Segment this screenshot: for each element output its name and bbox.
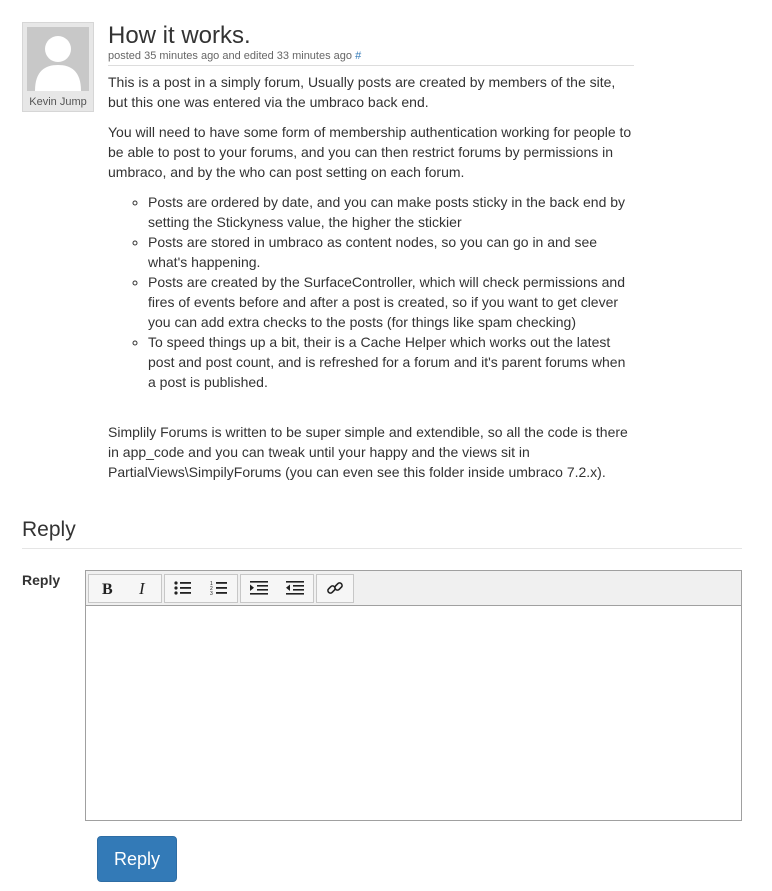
author-card [22,22,94,112]
spacer [108,402,634,422]
post-timestamp: posted 35 minutes ago and edited 33 minutes ago [108,50,353,62]
post-closing-paragraph: Simplily Forums is written to be super simple and extendible, so all the code is there in app_code and you can tweak until your happy and the views sit in PartialViews\SimpilyForums (you can even see this folder inside umbraco 7.2.x). [108,424,628,480]
reply-editor [85,570,742,821]
indent-button[interactable] [241,575,277,602]
list-item: ◦ To speed things up a bit, their is a Cache Helper which works out the latest post and post count, and is refreshed for a forum and it's parent forums when a post is published. [148,332,634,392]
bullet-list-button[interactable] [165,575,201,602]
author-name: Kevin Jump [29,96,87,108]
reply-heading: Reply [22,518,742,549]
svg-text:B: B [102,581,113,596]
toolbar-group-lists [164,574,238,603]
bold-icon [99,580,115,596]
italic-icon [135,580,151,596]
indent-icon [250,580,268,596]
italic-button[interactable] [125,575,161,602]
list-item: ◦ Posts are ordered by date, and you can make posts sticky in the back end by setting the Stickyness value, the higher the stickier [148,192,634,232]
link-button[interactable] [317,575,353,602]
post-meta [108,49,634,66]
reply-field-label: Reply [22,572,61,588]
reply-text-area[interactable] [86,606,741,820]
reply-submit-button[interactable]: Reply [97,836,177,882]
post-title: How it works. [108,22,251,49]
svg-text:1: 1 [210,581,213,587]
post-content [108,72,634,482]
svg-text:I: I [139,580,145,596]
toolbar-group-indent [240,574,314,603]
post-permalink[interactable]: # [355,50,362,62]
toolbar-group-link [316,574,354,603]
bold-button[interactable] [89,575,125,602]
outdent-icon [286,580,304,596]
editor-toolbar [86,571,741,606]
link-icon [326,579,344,597]
user-silhouette-icon [27,27,89,91]
avatar [27,27,89,91]
numbered-list-icon [210,580,228,596]
bullet-list-icon [174,580,192,596]
svg-text:2: 2 [210,586,213,592]
toolbar-group-format [88,574,162,603]
numbered-list-button[interactable] [201,575,237,602]
list-item: ◦ Posts are stored in umbraco as content nodes, so you can go in and see what's happening. [148,232,634,272]
post-bullet-list [108,192,634,392]
post-paragraph: This is a post in a simply forum, Usually posts are created by members of the site, but this one was entered via the umbraco back end. [108,74,616,110]
list-item: ◦ Posts are created by the SurfaceController, which will check permissions and fires of events before and after a post is created, so if you want to get clever you can add extra checks to the posts (for things like spam checking) [148,272,634,332]
outdent-button[interactable] [277,575,313,602]
svg-text:3: 3 [210,591,213,596]
post-body [108,22,634,492]
post-paragraph: You will need to have some form of membership authentication working for people to be able to post to your forums, and you can then restrict forums by permissions in umbraco, and by the who can post setting on each forum. [108,124,632,180]
